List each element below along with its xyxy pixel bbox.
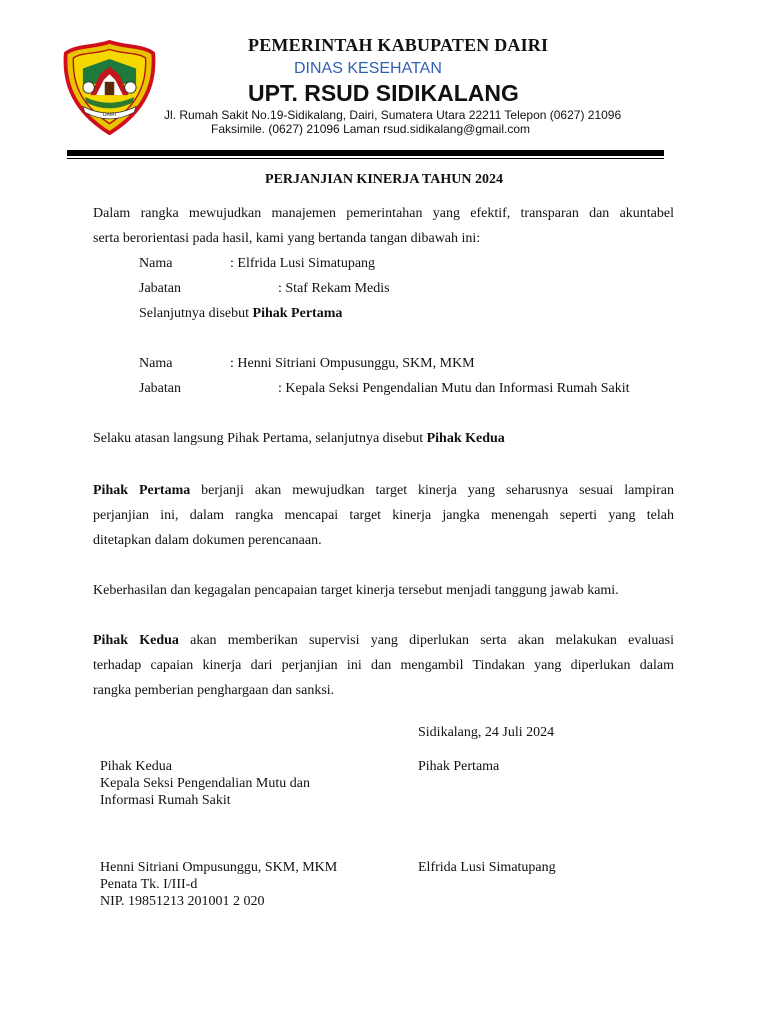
para3-line-2: terhadap capaian kinerja dari perjanjian ini dan mengambil Tindakan yang diperlukan dalam [93,658,674,673]
para1-line-2: perjanjian ini, dalam rangka mencapai target kinerja jangka menengah seperti yang telah [93,508,674,523]
party1-name-label: Nama [139,256,173,271]
signature-right-role: Pihak Pertama [418,759,500,774]
para2: Keberhasilan dan kegagalan pencapaian target kinerja tersebut menjadi tanggung jawab kami. [93,583,619,598]
party2-position-label: Jabatan [139,381,181,396]
document-title: PERJANJIAN KINERJA TAHUN 2024 [265,172,503,187]
signature-left-position-2: Informasi Rumah Sakit [100,793,231,808]
signature-right-name: Elfrida Lusi Simatupang [418,860,556,875]
party2-name-label: Nama [139,356,173,371]
party2-name-value: : Henni Sitriani Ompusunggu, SKM, MKM [230,356,475,371]
place-date: Sidikalang, 24 Juli 2024 [418,725,555,740]
contact-line: Faksimile. (0627) 21096 Laman rsud.sidikalang@gmail.com [211,122,530,136]
institution-name: UPT. RSUD SIDIKALANG [248,80,519,106]
party1-name-value: : Elfrida Lusi Simatupang [230,256,376,271]
signature-left-role: Pihak Kedua [100,759,172,774]
party1-position-value: : Staf Rekam Medis [278,281,390,296]
intro-line-2: serta berorientasi pada hasil, kami yang bertanda tangan dibawah ini: [93,231,481,246]
signature-left-footer [100,859,337,910]
letterhead-divider-thin [67,158,664,159]
signature-left-nip: NIP. 19851213 201001 2 020 [100,894,265,909]
letterhead-divider-thick [67,150,664,156]
regency-crest-icon [62,40,157,135]
signature-left-name: Henni Sitriani Ompusunggu, SKM, MKM [100,860,338,875]
para1-line-1: Pihak Pertama berjanji akan mewujudkan target kinerja yang seharusnya sesuai lampiran [93,483,674,498]
svg-text:DAIRI: DAIRI [103,113,116,118]
party2-position-value: : Kepala Seksi Pengendalian Mutu dan Informasi Rumah Sakit [278,381,630,396]
para3-line-3: rangka pemberian penghargaan dan sanksi. [93,683,335,698]
party2-designation: Selaku atasan langsung Pihak Pertama, selanjutnya disebut Pihak Kedua [93,431,505,446]
para1-line-3: ditetapkan dalam dokumen perencanaan. [93,533,322,548]
address-line: Jl. Rumah Sakit No.19-Sidikalang, Dairi, Sumatera Utara 22211 Telepon (0627) 21096 [164,108,622,122]
department-name: DINAS KESEHATAN [294,60,442,77]
party1-position-label: Jabatan [139,281,181,296]
signature-left-header [100,758,310,809]
signature-left-position-1: Kepala Seksi Pengendalian Mutu dan [100,776,310,791]
government-name: PEMERINTAH KABUPATEN DAIRI [248,35,549,55]
para3-line-1: Pihak Kedua akan memberikan supervisi yang diperlukan serta akan melakukan evaluasi [93,633,674,648]
intro-line-1: Dalam rangka mewujudkan manajemen pemerintahan yang efektif, transparan dan akuntabel [93,206,674,221]
signature-left-rank: Penata Tk. I/III-d [100,877,198,892]
party1-designation: Selanjutnya disebut Pihak Pertama [139,306,343,321]
